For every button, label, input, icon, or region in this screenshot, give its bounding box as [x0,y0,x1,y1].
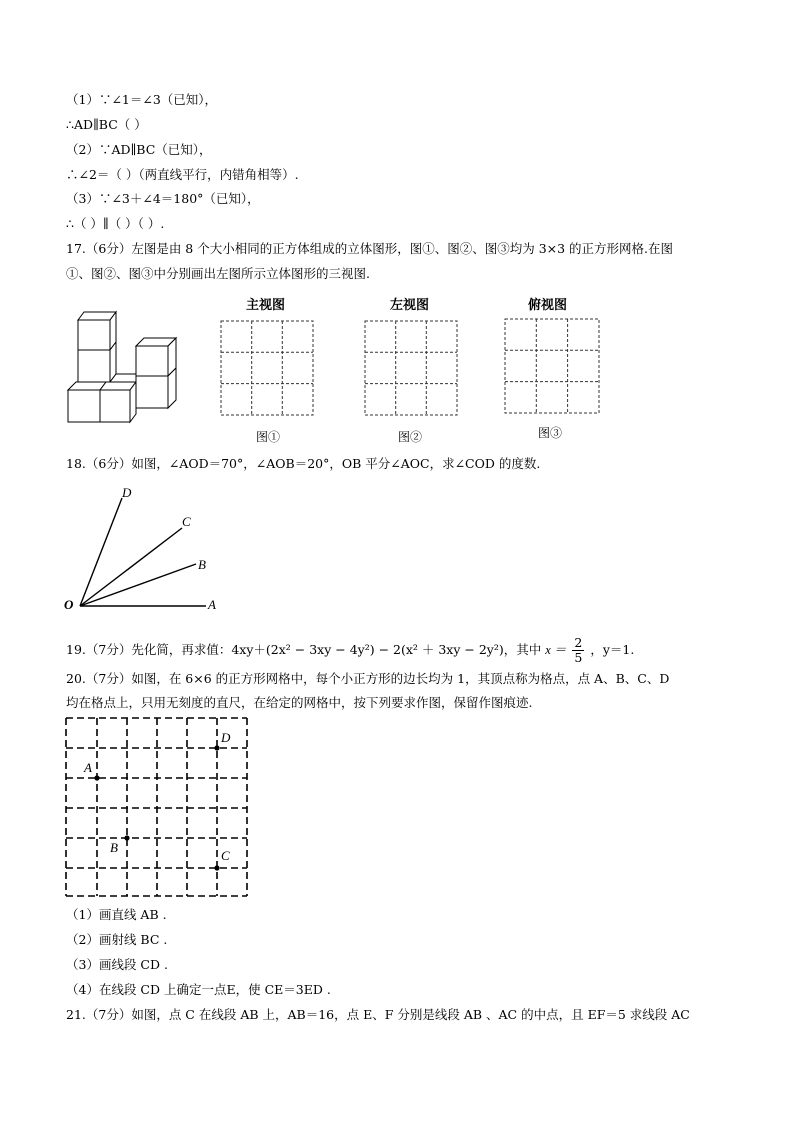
q17-line-2: ①、图②、图③中分别画出左图所示立体图形的三视图. [66,266,370,281]
q16-line-3: （2）∵AD∥BC（已知）， [66,142,212,157]
angle-label-b: B [198,557,206,572]
angle-label-a: A [208,597,216,612]
q19-expression: 19.（7分）先化简，再求值：4xy＋(2x² − 3xy − 4y²) − 2(x² ＋ 3xy − 2y²)，其中 [66,642,542,657]
q20-step-3: （3）画线段 CD . [66,957,168,972]
q20-line-2: 均在格点上，只用无刻度的直尺，在给定的网格中，按下列要求作图，保留作图痕迹. [66,695,533,710]
angle-label-o: O [64,597,74,612]
front-view-title: 主视图 [246,298,286,313]
grid-label-d: D [221,730,231,745]
angle-figure [60,484,230,616]
front-view-grid[interactable] [220,320,314,416]
figure-3-caption: 图③ [538,426,563,440]
q19-denominator: 5 [574,650,583,665]
grid-label-c: C [221,848,230,863]
left-view-grid[interactable] [364,320,458,416]
figure-2-caption: 图② [398,430,423,444]
q20-step-1: （1）画直线 AB . [66,907,167,922]
q21-text: 21.（7分）如图，点 C 在线段 AB 上，AB＝16，点 E、F 分别是线段 AB 、AC 的中点，且 EF＝5 求线段 AC [66,1007,690,1022]
q16-line-1: （1）∵∠1＝∠3（已知）， [66,92,218,107]
top-view-title: 俯视图 [528,298,568,313]
q19-x-eq: x ＝ [545,643,567,657]
q19-numerator: 2 [574,635,583,650]
grid-label-a: A [84,760,92,775]
q16-line-6: ∴（ ）∥（ ）（ ）. [66,216,165,231]
q16-line-2: ∴AD∥BC（ ） [66,117,147,132]
angle-label-d: D [122,485,132,500]
q20-line-1: 20.（7分）如图，在 6×6 的正方形网格中，每个小正方形的边长均为 1，其顶点称为格点，点 A、B、C、D [66,671,670,686]
grid-label-b: B [110,840,118,855]
top-view-grid[interactable] [504,318,600,414]
figure-1-caption: 图① [256,430,281,444]
q17-line-1: 17.（6分）左图是由 8 个大小相同的正方体组成的立体图形，图①、图②、图③均为 3×3 的正方形网格.在图 [66,241,674,256]
q18-text: 18.（6分）如图，∠AOD＝70°，∠AOB＝20°，OB 平分∠AOC，求∠COD 的度数. [66,456,541,471]
left-view-title: 左视图 [390,298,430,313]
q20-step-4: （4）在线段 CD 上确定一点E，使 CE＝3ED . [66,982,331,997]
q19-fraction [572,636,584,665]
cube-solid-figure [64,302,188,428]
q16-line-4: ∴∠2＝（ ）（两直线平行，内错角相等）. [66,167,299,182]
q16-line-5: （3）∵∠3＋∠4＝180°（已知）， [66,191,260,206]
angle-label-c: C [182,514,191,529]
q20-step-2: （2）画射线 BC . [66,932,168,947]
q19-y-eq: ，y＝1. [590,642,635,657]
q19-text [66,636,634,665]
